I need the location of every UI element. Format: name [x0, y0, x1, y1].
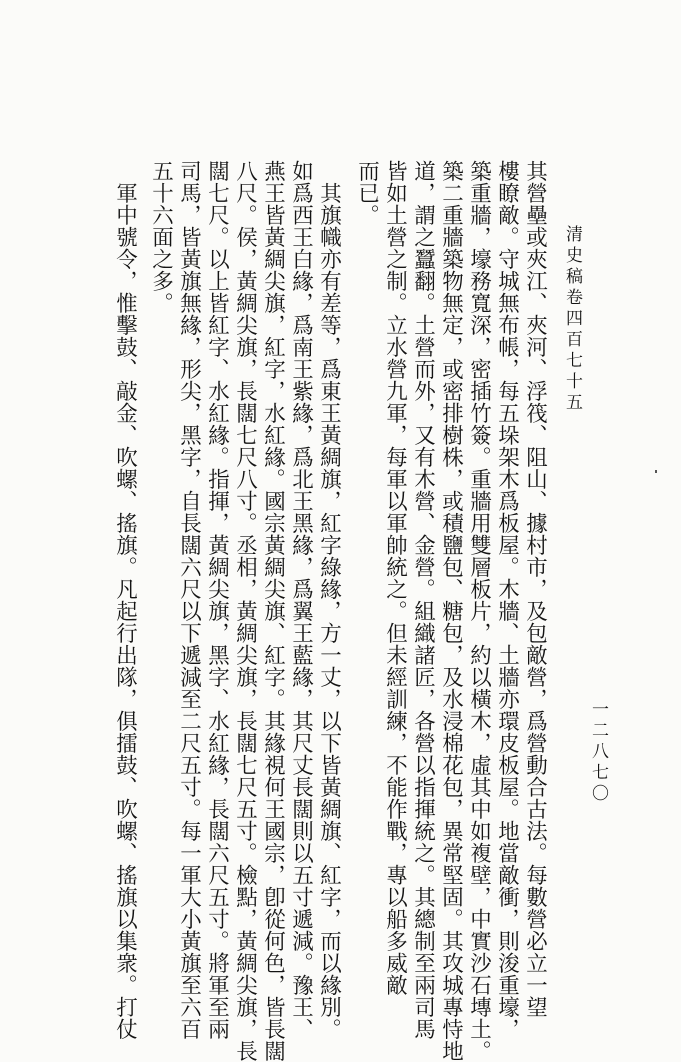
text-column: 五十六面之多。 [148, 160, 174, 314]
book-title: 清史稿卷四百七十五 [562, 225, 582, 414]
text-column: 築重牆，壕務寬深，密插竹簽。重牆用雙層板片，約以橫木，虛其中如複壁，中實沙石塼土。 [466, 160, 492, 1062]
text-column: 燕王皆黃綢尖旗，紅字，水紅緣。國宗黃綢尖旗、紅字。其緣視何王國宗，卽從何色，皆長闊 [260, 160, 286, 1062]
text-column: 樓瞭敵。守城無布帳，每五垛架木爲板屋。木牆、土牆亦環皮板屋。地當敵衝，則浚重壕， [494, 160, 520, 1040]
text-column: 如爲西王白緣，爲南王紫緣，爲北王黑緣，爲翼王藍緣，其尺丈長闊則以五寸遞減。豫王、 [288, 160, 314, 1040]
text-column: 皆如土營之制。立水營九軍，每軍以軍帥統之。但未經訓練，不能作戰，專以船多威敵 [382, 160, 408, 996]
text-column: 其營壘或夾江、夾河、浮筏、阻山、據村市，及包敵營，爲營動合古法。每數營必立一望 [522, 160, 548, 1018]
margin-mark [655, 470, 657, 473]
text-column: 道，謂之蠶翻。土營而外，又有木營、金營。組織諸匠，各營以指揮統之。其總制至兩司馬 [410, 160, 436, 1040]
text-column: 其旗幟亦有差等，爲東王黃綢旗，紅字綠緣，方一丈，以下皆黃綢旗、紅字，而以緣別。 [316, 182, 342, 1040]
page-number: 一二八七〇 [588, 700, 608, 805]
text-column: 軍中號令，惟擊鼓、敲金、吹螺、搖旗。凡起行出隊，俱擂鼓、吹螺、搖旗以集衆。打仗 [112, 182, 138, 1040]
text-column: 而已。 [354, 160, 380, 226]
text-column: 八尺。侯，黃綢尖旗，長闊七尺八寸。丞相，黃綢尖旗，長闊七尺五寸。檢點，黃綢尖旗，長 [232, 160, 258, 1062]
text-column: 司馬，皆黃旗無緣，形尖，黑字，自長闊六尺以下遞減至二尺五寸。每一軍大小黃旗至六百 [176, 160, 202, 1040]
text-column: 築二重牆築物無定，或密排樹株，或積鹽包、糖包，及水浸棉花包，異常堅固。其攻城專恃地 [438, 160, 464, 1062]
text-column: 闊七尺。以上皆紅字、水紅緣。指揮，黃綢尖旗，黑字、水紅緣，長闊六尺五寸。將軍至兩 [204, 160, 230, 1040]
